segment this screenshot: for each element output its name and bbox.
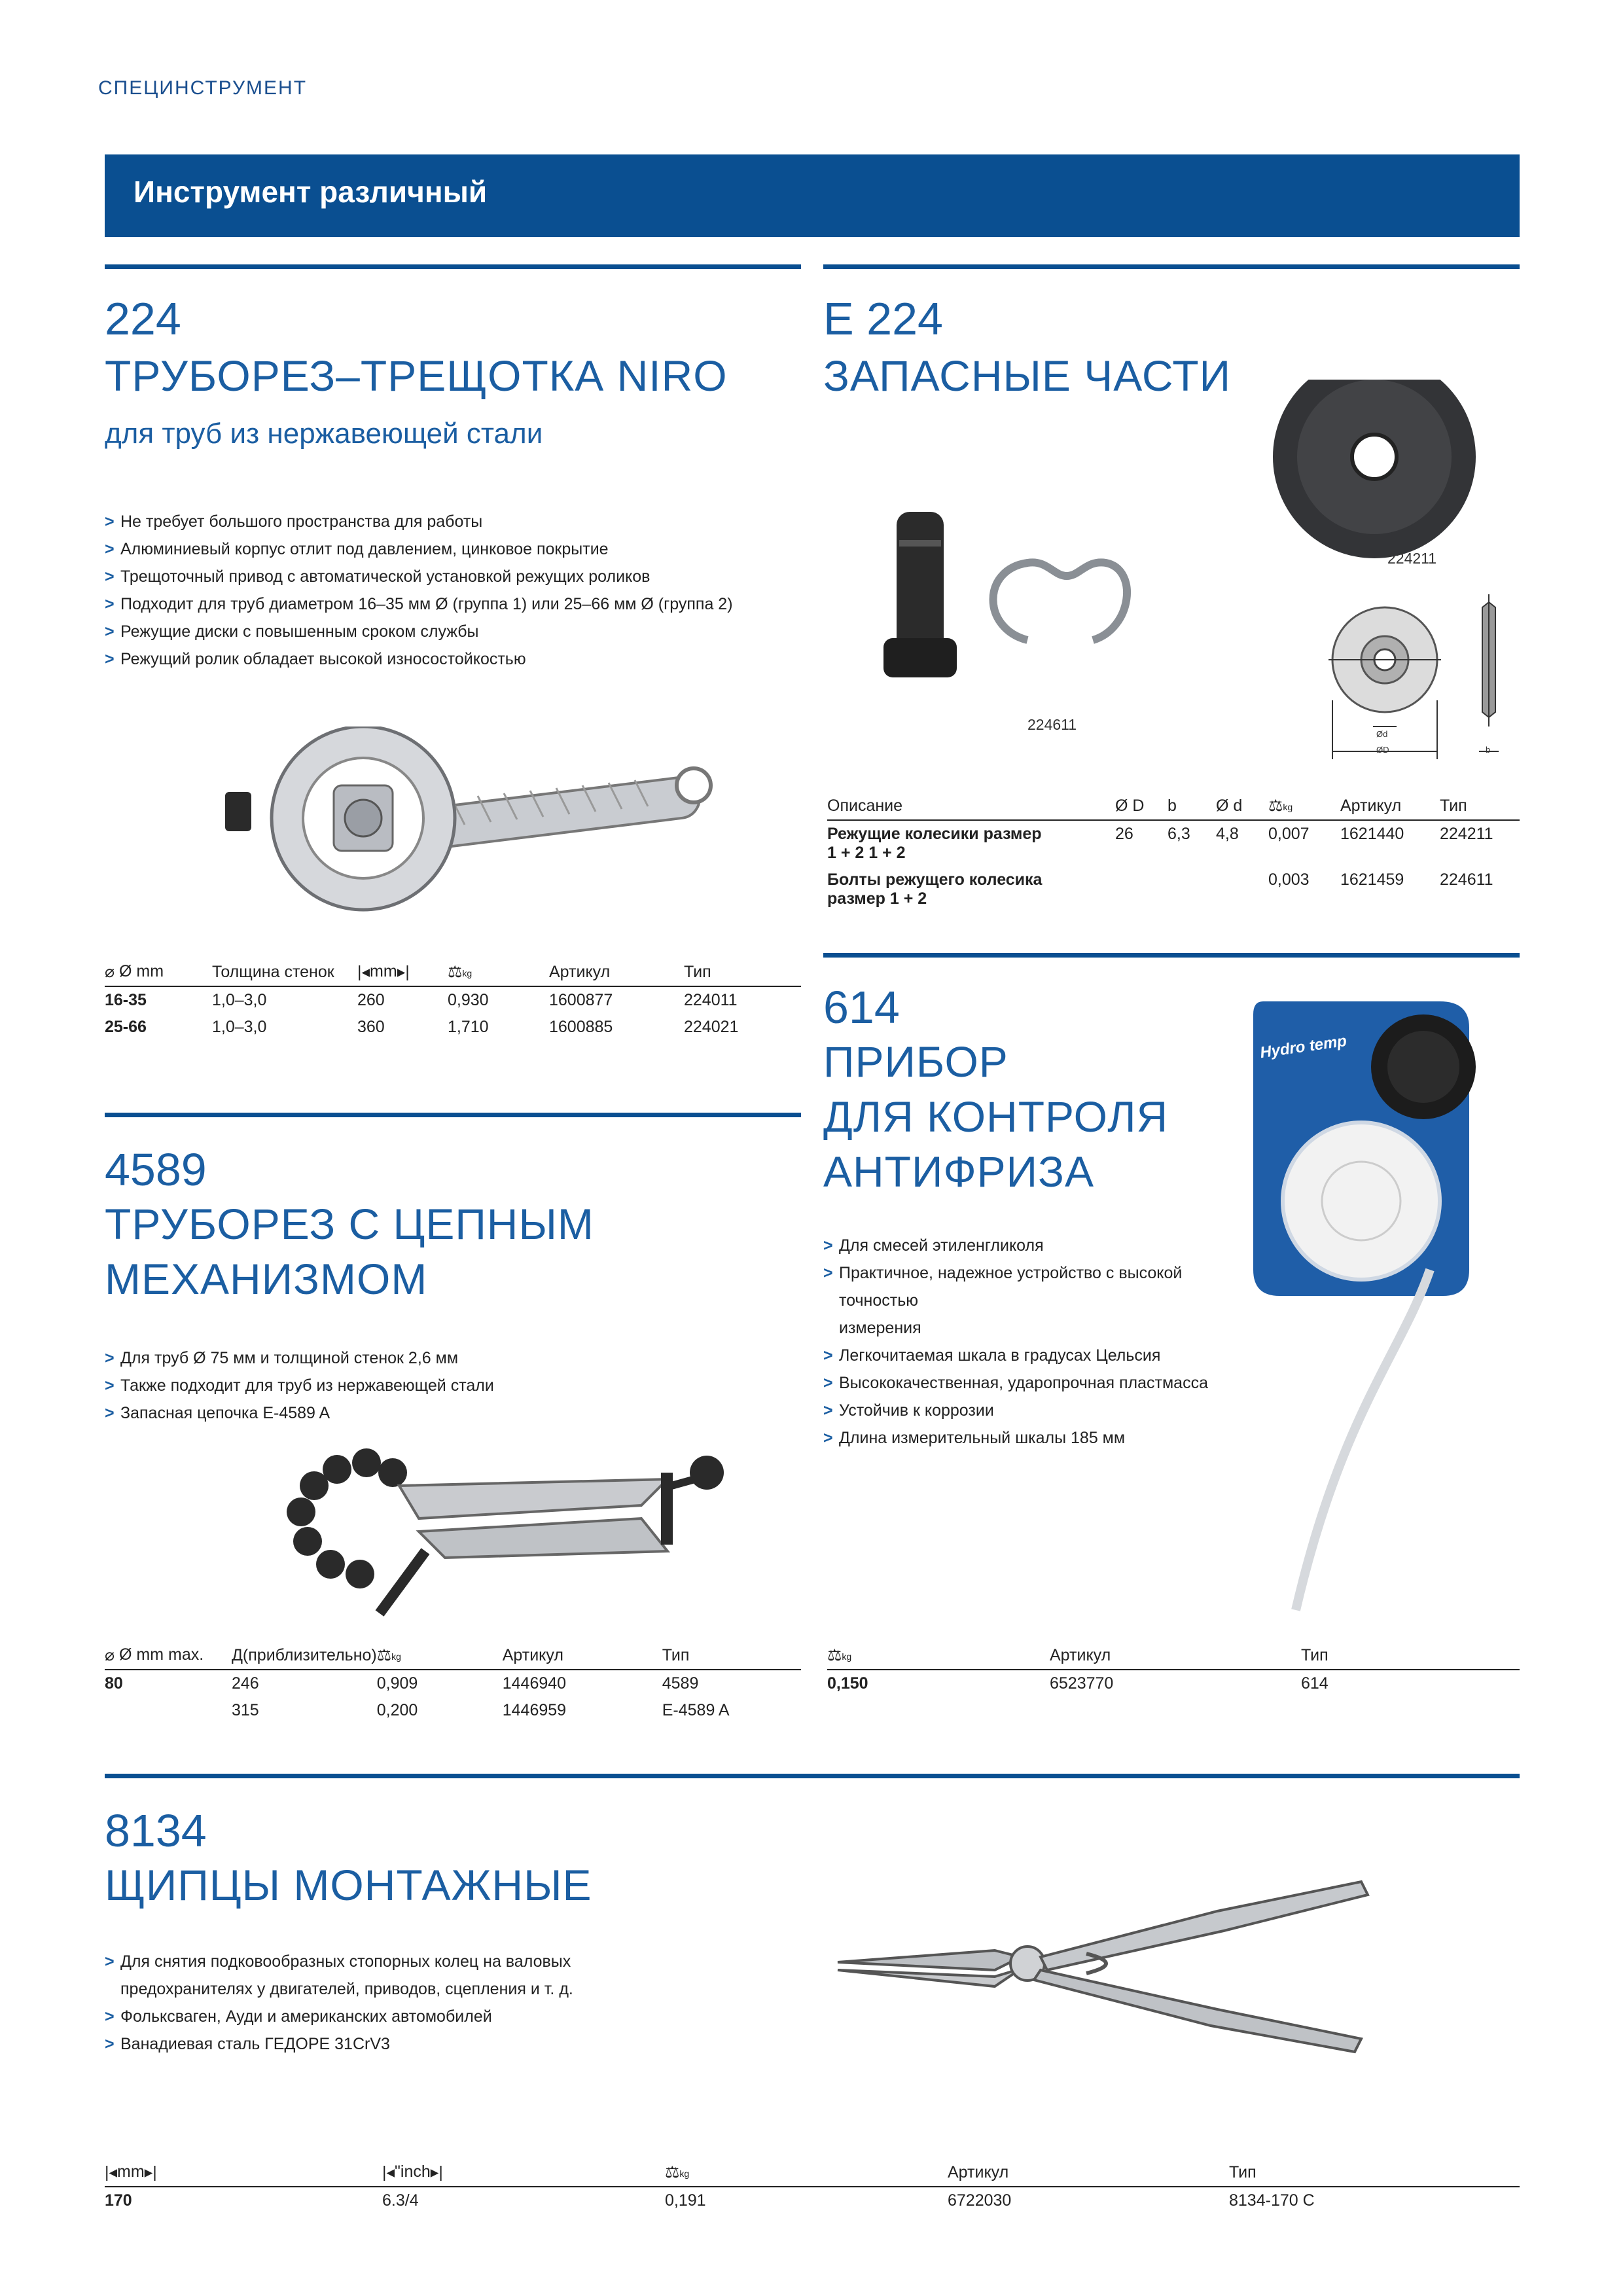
length-icon: |◂ <box>382 2163 395 2182</box>
part-caption-bolt: 224611 <box>1027 716 1077 733</box>
table-row: Режущие колесики размер 1 + 2 1 + 2 26 6,3 4,8 0,007 1621440 224211 <box>827 825 1493 863</box>
feature-item: > Алюминиевый корпус отлит под давлением, цинковое покрытие <box>105 535 785 563</box>
header-article: Артикул <box>1050 1643 1301 1670</box>
header-type: Тип <box>1301 1643 1520 1670</box>
header-weight: ⚖kg <box>827 1643 1050 1670</box>
header-article: Артикул <box>1340 793 1440 820</box>
weight-scale-icon: ⚖ <box>1268 797 1283 816</box>
section-divider <box>823 264 1520 269</box>
spare-parts-image <box>870 380 1520 772</box>
circlip-pliers-image <box>825 1865 1414 2062</box>
header-weight: ⚖kg <box>665 2160 948 2187</box>
header-article: Артикул <box>549 960 684 986</box>
section-divider <box>105 264 801 269</box>
spec-table-e224 <box>827 793 1520 912</box>
header-length-inch: |◂"inch▸| <box>382 2160 665 2187</box>
feature-item: > Запасная цепочка E-4589 A <box>105 1399 785 1427</box>
feature-list <box>823 1232 1255 1452</box>
product-number: 8134 <box>105 1805 207 1856</box>
feature-item: > Устойчив к коррозии <box>823 1397 1255 1424</box>
table-row: 25-66 1,0–3,0 360 1,710 1600885 224021 <box>105 1018 739 1037</box>
header-length: |◂mm▸| <box>105 2160 382 2187</box>
length-icon: |◂ <box>357 963 370 982</box>
product-number: 4589 <box>105 1144 207 1195</box>
product-number: 224 <box>105 293 181 344</box>
feature-item: > Высококачественная, ударопрочная пластмасса <box>823 1369 1255 1397</box>
product-name: ЗАПАСНЫЕ ЧАСТИ <box>823 351 1232 400</box>
feature-item: > Легкочитаемая шкала в градусах Цельсия <box>823 1342 1255 1369</box>
feature-item: > Режущие диски с повышенным сроком службы <box>105 618 785 645</box>
header-wall: Толщина стенок <box>212 960 357 986</box>
header-type: Тип <box>1440 793 1520 820</box>
product-number: 614 <box>823 982 900 1033</box>
header-diameter: ⌀ Ø mm <box>105 960 212 986</box>
length-icon: |◂ <box>105 2163 118 2182</box>
pipe-cutter-image <box>216 726 740 923</box>
header-length: Д(приблизительно) <box>232 1643 377 1670</box>
header-article: Артикул <box>948 2160 1229 2187</box>
weight-scale-icon: ⚖ <box>448 963 463 982</box>
product-name-line: ДЛЯ КОНТРОЛЯ <box>823 1092 1169 1141</box>
antifreeze-tester-image <box>1243 988 1520 1623</box>
product-name-line: ПРИБОР <box>823 1037 1008 1086</box>
section-divider <box>823 953 1520 958</box>
feature-item: > Также подходит для труб из нержавеющей стали <box>105 1372 785 1399</box>
spec-table-8134 <box>105 2160 1520 2214</box>
header-article: Артикул <box>503 1643 662 1670</box>
section-divider <box>105 1113 801 1117</box>
product-name-line: ТРУБОРЕЗ С ЦЕПНЫМ <box>105 1200 594 1248</box>
header-length: |◂mm▸| <box>357 960 448 986</box>
feature-item: > Ванадиевая сталь ГЕДОРЕ 31CrV3 <box>105 2030 825 2058</box>
header-weight: ⚖kg <box>377 1643 503 1670</box>
dim-label-b: b <box>1486 745 1491 755</box>
table-row: 170 6.3/4 0,191 6722030 8134-170 C <box>105 2191 1315 2210</box>
spec-table-4589 <box>105 1643 801 1724</box>
feature-item: > Не требует большого пространства для работы <box>105 508 785 535</box>
section-label: СПЕЦИНСТРУМЕНТ <box>98 77 308 99</box>
product-name: ТРУБОРЕЗ–ТРЕЩОТКА NIRO <box>105 351 728 400</box>
banner-title: Инструмент различный <box>134 175 488 209</box>
weight-scale-icon: ⚖ <box>665 2163 680 2182</box>
spec-table-224 <box>105 960 801 1041</box>
diameter-icon: ⌀ <box>105 963 115 982</box>
feature-item: > Фольксваген, Ауди и американских автомобилей <box>105 2003 825 2030</box>
chain-pipe-cutter-image <box>275 1433 733 1630</box>
feature-list <box>105 1948 825 2058</box>
feature-list <box>105 508 785 673</box>
feature-item: > Для снятия подковообразных стопорных колец на валовых предохранителях у двигателей, приводов, сцепления и т. д. <box>105 1948 825 2003</box>
dim-label-D: ØD <box>1376 745 1389 755</box>
header-description: Описание <box>827 793 1115 820</box>
part-caption-disc: 224211 <box>1387 550 1437 567</box>
weight-scale-icon: ⚖ <box>827 1646 842 1665</box>
table-row: 0,150 6523770 614 <box>827 1674 1329 1693</box>
category-banner <box>105 154 1520 237</box>
diameter-icon: ⌀ <box>105 1646 115 1665</box>
product-name: ЩИПЦЫ МОНТАЖНЫЕ <box>105 1861 592 1909</box>
section-divider <box>105 1774 1520 1778</box>
dim-label-d: Ød <box>1376 729 1388 739</box>
product-name-line: МЕХАНИЗМОМ <box>105 1255 428 1303</box>
table-row: 315 0,200 1446959 E-4589 A <box>232 1701 730 1720</box>
spec-table-614 <box>827 1643 1520 1697</box>
product-number: E 224 <box>823 293 943 344</box>
device-brand-label: Hydro temp <box>1258 1031 1348 1062</box>
product-name-line: АНТИФРИЗА <box>823 1147 1094 1196</box>
header-type: Тип <box>662 1643 801 1670</box>
feature-item: > Режущий ролик обладает высокой износостойкостью <box>105 645 785 673</box>
table-row: 16-35 1,0–3,0 260 0,930 1600877 224011 <box>105 991 738 1010</box>
feature-item: > Для смесей этиленгликоля <box>823 1232 1255 1259</box>
header-outer-diameter: Ø D <box>1115 793 1168 820</box>
feature-item: > Трещоточный привод с автоматической установкой режущих роликов <box>105 563 785 590</box>
header-inner-diameter: Ø d <box>1216 793 1268 820</box>
header-weight: ⚖kg <box>1268 793 1340 820</box>
header-diameter: ⌀ Ø mm max. <box>105 1643 232 1670</box>
feature-item: > Длина измерительный шкалы 185 мм <box>823 1424 1255 1452</box>
table-row: Болты режущего колесика размер 1 + 2 0,003 1621459 224611 <box>827 870 1493 908</box>
weight-scale-icon: ⚖ <box>376 1646 392 1665</box>
header-weight: ⚖kg <box>448 960 549 986</box>
feature-item: > Подходит для труб диаметром 16–35 мм Ø (группа 1) или 25–66 мм Ø (группа 2) <box>105 590 785 618</box>
header-type: Тип <box>684 960 801 986</box>
product-subtitle: для труб из нержавеющей стали <box>105 418 543 450</box>
feature-item: > Для труб Ø 75 мм и толщиной стенок 2,6 мм <box>105 1344 785 1372</box>
feature-list <box>105 1344 785 1427</box>
header-width: b <box>1168 793 1216 820</box>
table-row: 80 246 0,909 1446940 4589 <box>105 1674 699 1693</box>
feature-item: > Практичное, надежное устройство с высокой точностью измерения <box>823 1259 1255 1342</box>
header-type: Тип <box>1229 2160 1520 2187</box>
